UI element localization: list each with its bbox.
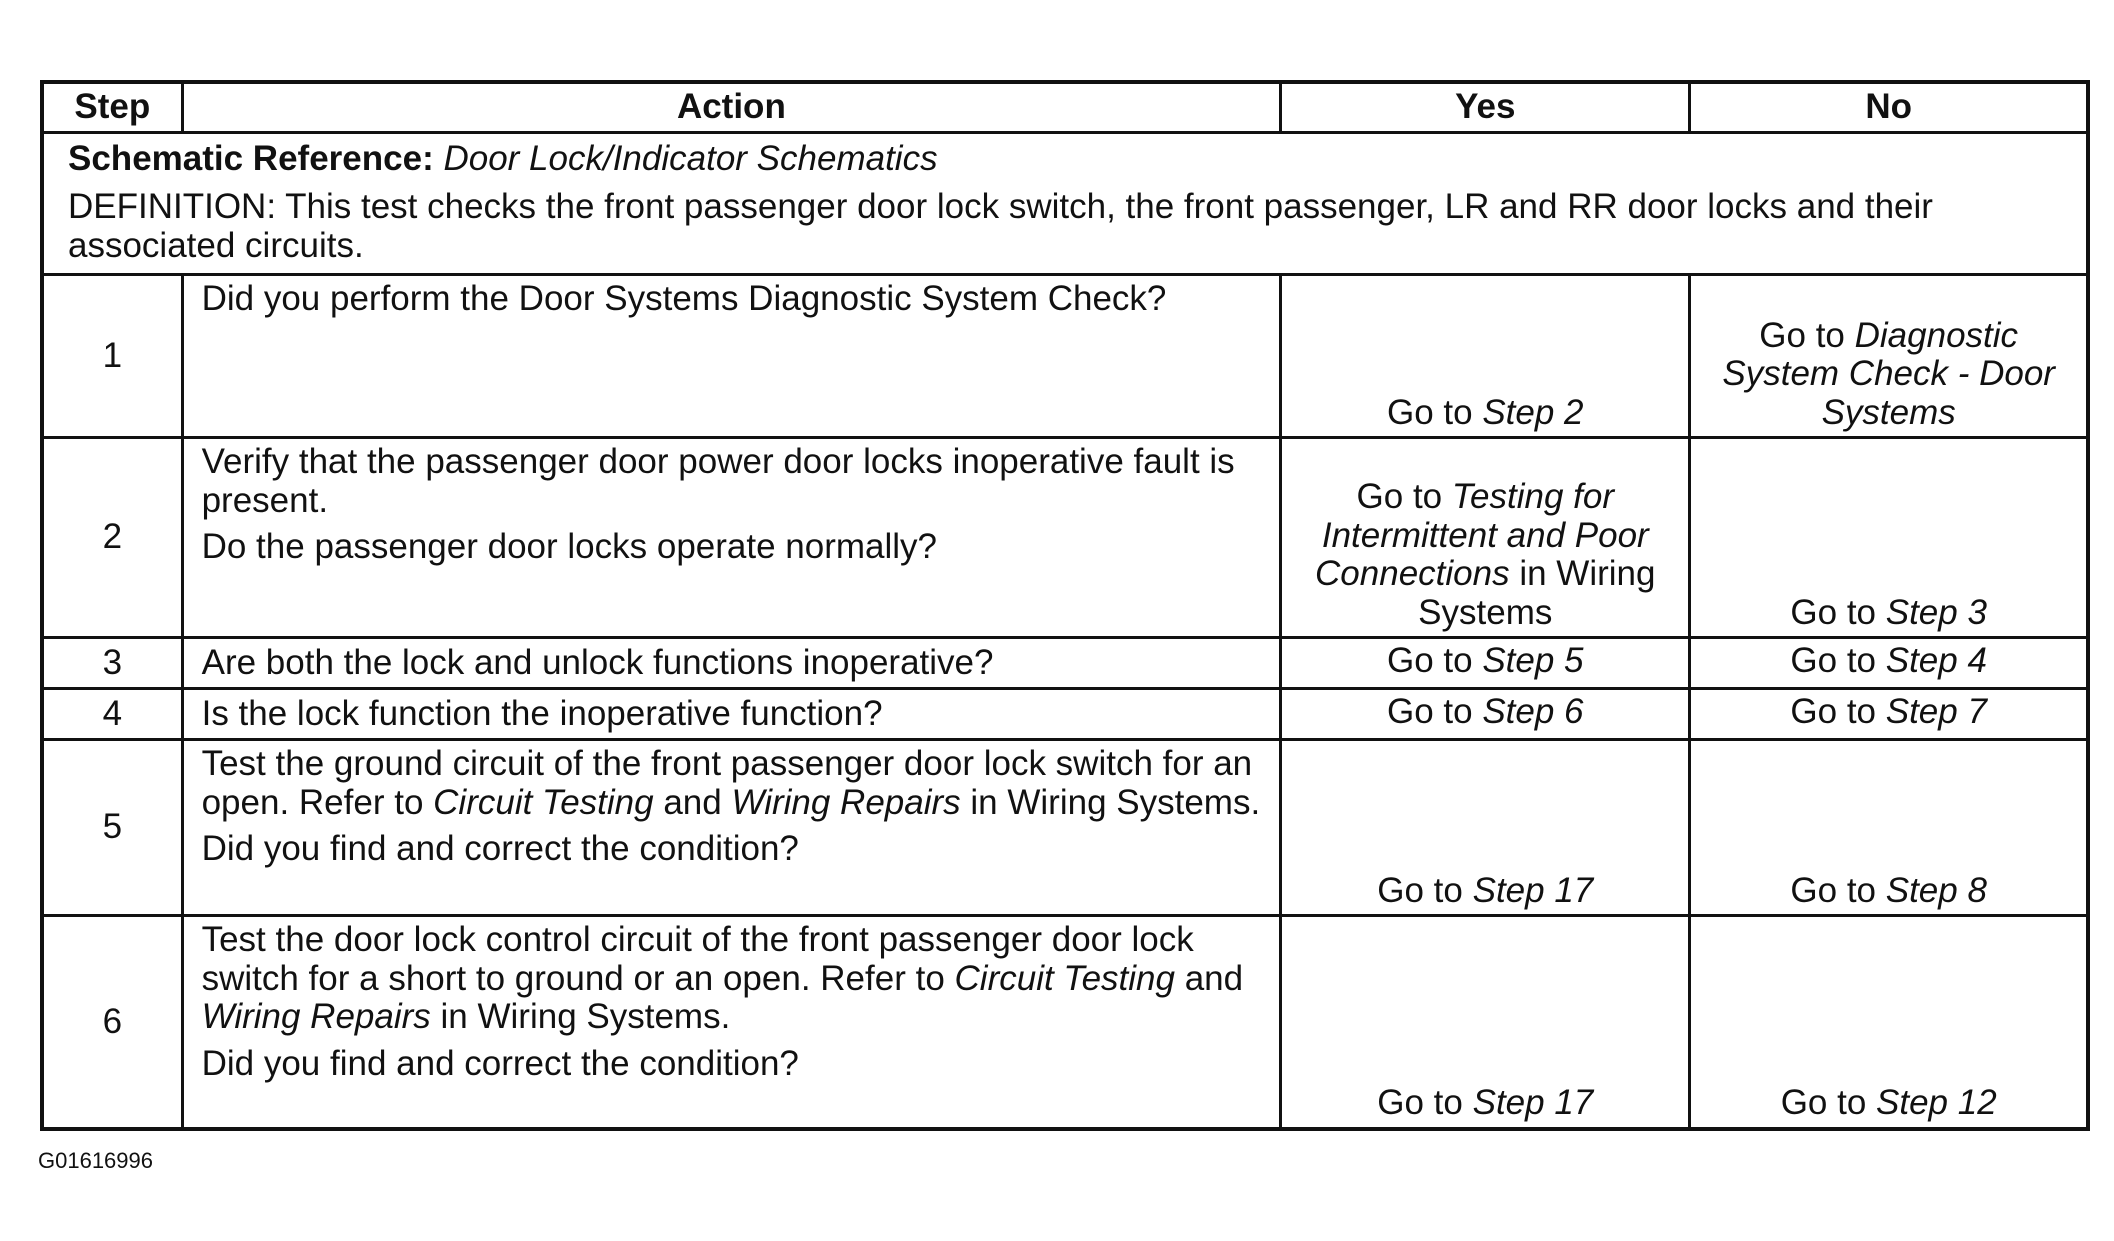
no-prefix: Go to — [1790, 691, 1886, 731]
yes-prefix: Go to — [1387, 691, 1483, 731]
no-target: Step 3 — [1885, 592, 1987, 632]
schematic-reference — [68, 140, 2062, 179]
reference-row — [42, 132, 2088, 275]
action-question: Did you find and correct the condition? — [201, 829, 799, 868]
action-text-part: Test the ground circuit of the front passenger door lock switch for an open. Refer to — [201, 744, 1253, 822]
action-question: Did you find and correct the condition? — [201, 1043, 799, 1083]
yes-prefix: Go to — [1377, 870, 1473, 910]
table-row — [42, 740, 2088, 916]
no-cell — [1690, 740, 2088, 916]
action-text — [202, 745, 1262, 822]
action-cell — [182, 740, 1281, 916]
action-cell — [182, 275, 1281, 438]
step-number: 3 — [42, 638, 182, 689]
no-cell — [1690, 689, 2088, 740]
no-target: Step 7 — [1885, 691, 1987, 731]
action-text-part: and — [1174, 958, 1244, 998]
table-row — [42, 689, 2088, 740]
schematic-reference-label: Schematic Reference: — [68, 138, 434, 178]
step-number: 5 — [42, 740, 182, 916]
header-no: No — [1690, 82, 2088, 132]
header-yes: Yes — [1281, 82, 1690, 132]
yes-target: Step 17 — [1472, 1083, 1594, 1122]
yes-cell — [1281, 438, 1690, 638]
yes-cell — [1281, 740, 1690, 916]
yes-cell — [1281, 916, 1690, 1129]
action-text: Did you perform the Door Systems Diagnostic System Check? — [201, 279, 1167, 318]
yes-target: Step 6 — [1482, 691, 1584, 731]
no-target: Step 12 — [1876, 1083, 1997, 1122]
action-text: Is the lock function the inoperative function? — [201, 693, 883, 733]
header-row — [42, 82, 2088, 132]
step-number: 1 — [42, 275, 182, 438]
action-cell — [182, 689, 1281, 740]
no-target: Step 8 — [1885, 870, 1987, 910]
reference-cell — [42, 132, 2088, 275]
action-text-part: and — [653, 782, 732, 822]
schematic-reference-value: Door Lock/Indicator Schematics — [443, 138, 938, 178]
wiring-repairs-ref: Wiring Repairs — [731, 782, 961, 822]
table-row — [42, 638, 2088, 689]
yes-cell — [1281, 638, 1690, 689]
no-cell — [1690, 275, 2088, 438]
no-target: Diagnostic System Check - Door Systems — [1722, 315, 2055, 432]
no-prefix: Go to — [1790, 592, 1886, 632]
step-number: 6 — [42, 916, 182, 1129]
yes-prefix: Go to — [1387, 392, 1483, 432]
yes-prefix: Go to — [1387, 640, 1483, 680]
circuit-testing-ref: Circuit Testing — [954, 958, 1175, 998]
table-row — [42, 916, 2088, 1129]
action-question: Do the passenger door locks operate normally? — [201, 527, 938, 566]
action-text: Verify that the passenger door power door locks inoperative fault is present. — [201, 442, 1235, 520]
definition-text: DEFINITION: This test checks the front passenger door lock switch, the front passenger, LR and RR door locks and their associated circuits. — [68, 187, 1933, 265]
header-action: Action — [182, 82, 1281, 132]
no-prefix: Go to — [1780, 1083, 1877, 1122]
circuit-testing-ref: Circuit Testing — [433, 782, 654, 822]
yes-cell — [1281, 689, 1690, 740]
wiring-repairs-ref: Wiring Repairs — [201, 997, 431, 1036]
action-text-part: Test the door lock control circuit of the front passenger door lock switch for a short to ground or an open. Refer to — [201, 920, 1194, 998]
no-cell — [1690, 438, 2088, 638]
action-cell — [182, 638, 1281, 689]
table-row — [42, 275, 2088, 438]
yes-target: Step 2 — [1482, 392, 1584, 432]
no-cell — [1690, 916, 2088, 1129]
yes-prefix: Go to — [1377, 1083, 1473, 1122]
action-text — [202, 921, 1262, 1037]
yes-target: Testing for Intermittent and Poor Connections — [1315, 477, 1649, 593]
yes-target: Step 5 — [1482, 640, 1584, 680]
action-cell — [182, 916, 1281, 1129]
action-cell — [182, 438, 1281, 638]
yes-prefix: Go to — [1356, 477, 1452, 516]
step-number: 4 — [42, 689, 182, 740]
table-row — [42, 438, 2088, 638]
no-cell — [1690, 638, 2088, 689]
action-text-part: in Wiring Systems. — [430, 997, 731, 1036]
action-text-part: in Wiring Systems. — [960, 782, 1261, 822]
no-prefix: Go to — [1790, 640, 1886, 680]
figure-id: G01616996 — [38, 1148, 153, 1173]
no-prefix: Go to — [1790, 870, 1886, 910]
no-prefix: Go to — [1759, 315, 1855, 355]
step-number: 2 — [42, 438, 182, 638]
diagnostic-table — [40, 80, 2090, 1131]
header-step: Step — [42, 82, 182, 132]
yes-cell — [1281, 275, 1690, 438]
no-target: Step 4 — [1885, 640, 1987, 680]
yes-target: Step 17 — [1472, 870, 1594, 910]
action-text: Are both the lock and unlock functions inoperative? — [201, 642, 994, 682]
yes-suffix: in Wiring Systems — [1418, 554, 1656, 632]
